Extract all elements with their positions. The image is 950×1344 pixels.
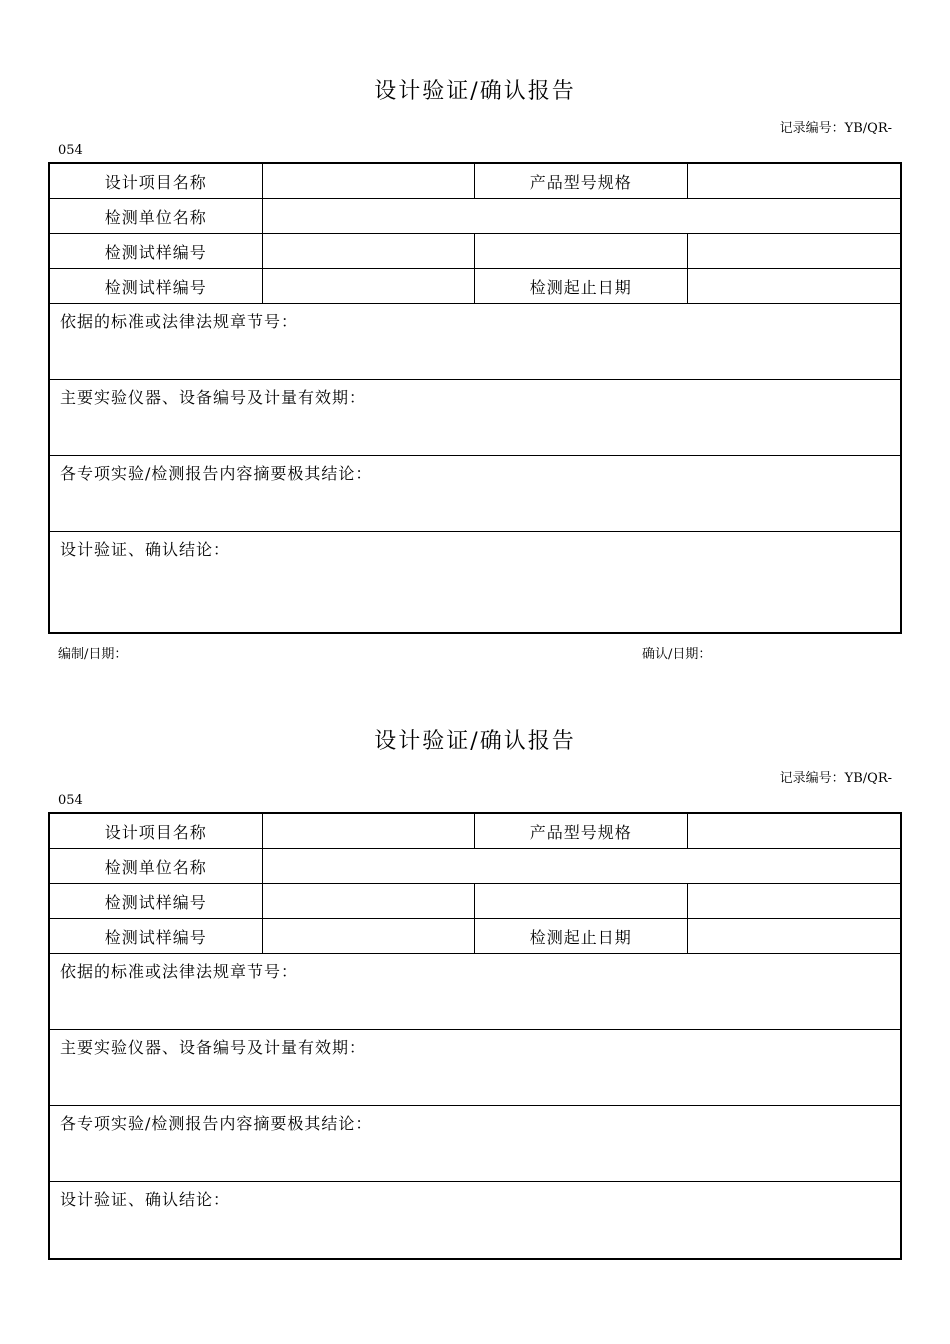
table-row bbox=[50, 919, 900, 954]
section-standards[interactable]: 依据的标准或法律法规章节号： bbox=[50, 954, 900, 1030]
section-conclusion[interactable]: 设计验证、确认结论： bbox=[60, 540, 231, 559]
record-number-label: 记录编号：YB/QR- bbox=[779, 121, 892, 136]
table-row bbox=[50, 164, 900, 199]
field-blank-1[interactable] bbox=[475, 884, 688, 918]
form-title: 设计验证/确认报告 bbox=[374, 729, 576, 754]
field-product-model-spec[interactable] bbox=[688, 814, 901, 848]
label-sample-number: 检测试样编号 bbox=[50, 884, 263, 918]
field-blank-2[interactable] bbox=[688, 884, 901, 918]
section-instruments[interactable]: 主要实验仪器、设备编号及计量有效期： bbox=[50, 380, 900, 456]
label-product-model-spec: 产品型号规格 bbox=[475, 814, 688, 848]
field-product-model-spec[interactable] bbox=[688, 164, 901, 198]
field-design-project-name[interactable] bbox=[263, 814, 476, 848]
field-testing-unit-name[interactable] bbox=[263, 199, 901, 233]
label-test-date-range: 检测起止日期 bbox=[475, 919, 688, 953]
record-number-label: 记录编号：YB/QR- bbox=[779, 771, 892, 786]
report-table bbox=[48, 812, 902, 1260]
section-test-summary[interactable]: 各专项实验/检测报告内容摘要极其结论： bbox=[50, 456, 900, 532]
table-row bbox=[50, 884, 900, 919]
field-sample-number[interactable] bbox=[263, 234, 476, 268]
section-standards[interactable]: 依据的标准或法律法规章节号： bbox=[50, 304, 900, 380]
section-conclusion[interactable]: 设计验证、确认结论： bbox=[60, 1190, 231, 1209]
section-test-summary[interactable]: 各专项实验/检测报告内容摘要极其结论： bbox=[50, 1106, 900, 1182]
field-test-date-range[interactable] bbox=[688, 919, 901, 953]
field-testing-unit-name[interactable] bbox=[263, 849, 901, 883]
form-title: 设计验证/确认报告 bbox=[374, 79, 576, 104]
field-sample-number[interactable] bbox=[263, 919, 476, 953]
label-testing-unit-name: 检测单位名称 bbox=[50, 199, 263, 233]
label-design-project-name: 设计项目名称 bbox=[50, 814, 263, 848]
table-row bbox=[50, 269, 900, 304]
field-blank-1[interactable] bbox=[475, 234, 688, 268]
label-sample-number: 检测试样编号 bbox=[50, 269, 263, 303]
label-design-project-name: 设计项目名称 bbox=[50, 164, 263, 198]
table-row bbox=[50, 814, 900, 849]
section-instruments[interactable]: 主要实验仪器、设备编号及计量有效期： bbox=[50, 1030, 900, 1106]
report-table bbox=[48, 162, 902, 634]
field-sample-number[interactable] bbox=[263, 884, 476, 918]
field-blank-2[interactable] bbox=[688, 234, 901, 268]
table-row bbox=[50, 849, 900, 884]
prepared-by-label: 编制/日期： bbox=[58, 647, 128, 662]
label-test-date-range: 检测起止日期 bbox=[475, 269, 688, 303]
label-testing-unit-name: 检测单位名称 bbox=[50, 849, 263, 883]
label-sample-number: 检测试样编号 bbox=[50, 234, 263, 268]
table-row bbox=[50, 234, 900, 269]
field-sample-number[interactable] bbox=[263, 269, 476, 303]
label-product-model-spec: 产品型号规格 bbox=[475, 164, 688, 198]
record-number-suffix: 054 bbox=[58, 143, 83, 158]
record-number-suffix: 054 bbox=[58, 793, 83, 808]
table-row bbox=[50, 199, 900, 234]
field-design-project-name[interactable] bbox=[263, 164, 476, 198]
field-test-date-range[interactable] bbox=[688, 269, 901, 303]
confirmed-by-label: 确认/日期： bbox=[642, 647, 712, 662]
label-sample-number: 检测试样编号 bbox=[50, 919, 263, 953]
